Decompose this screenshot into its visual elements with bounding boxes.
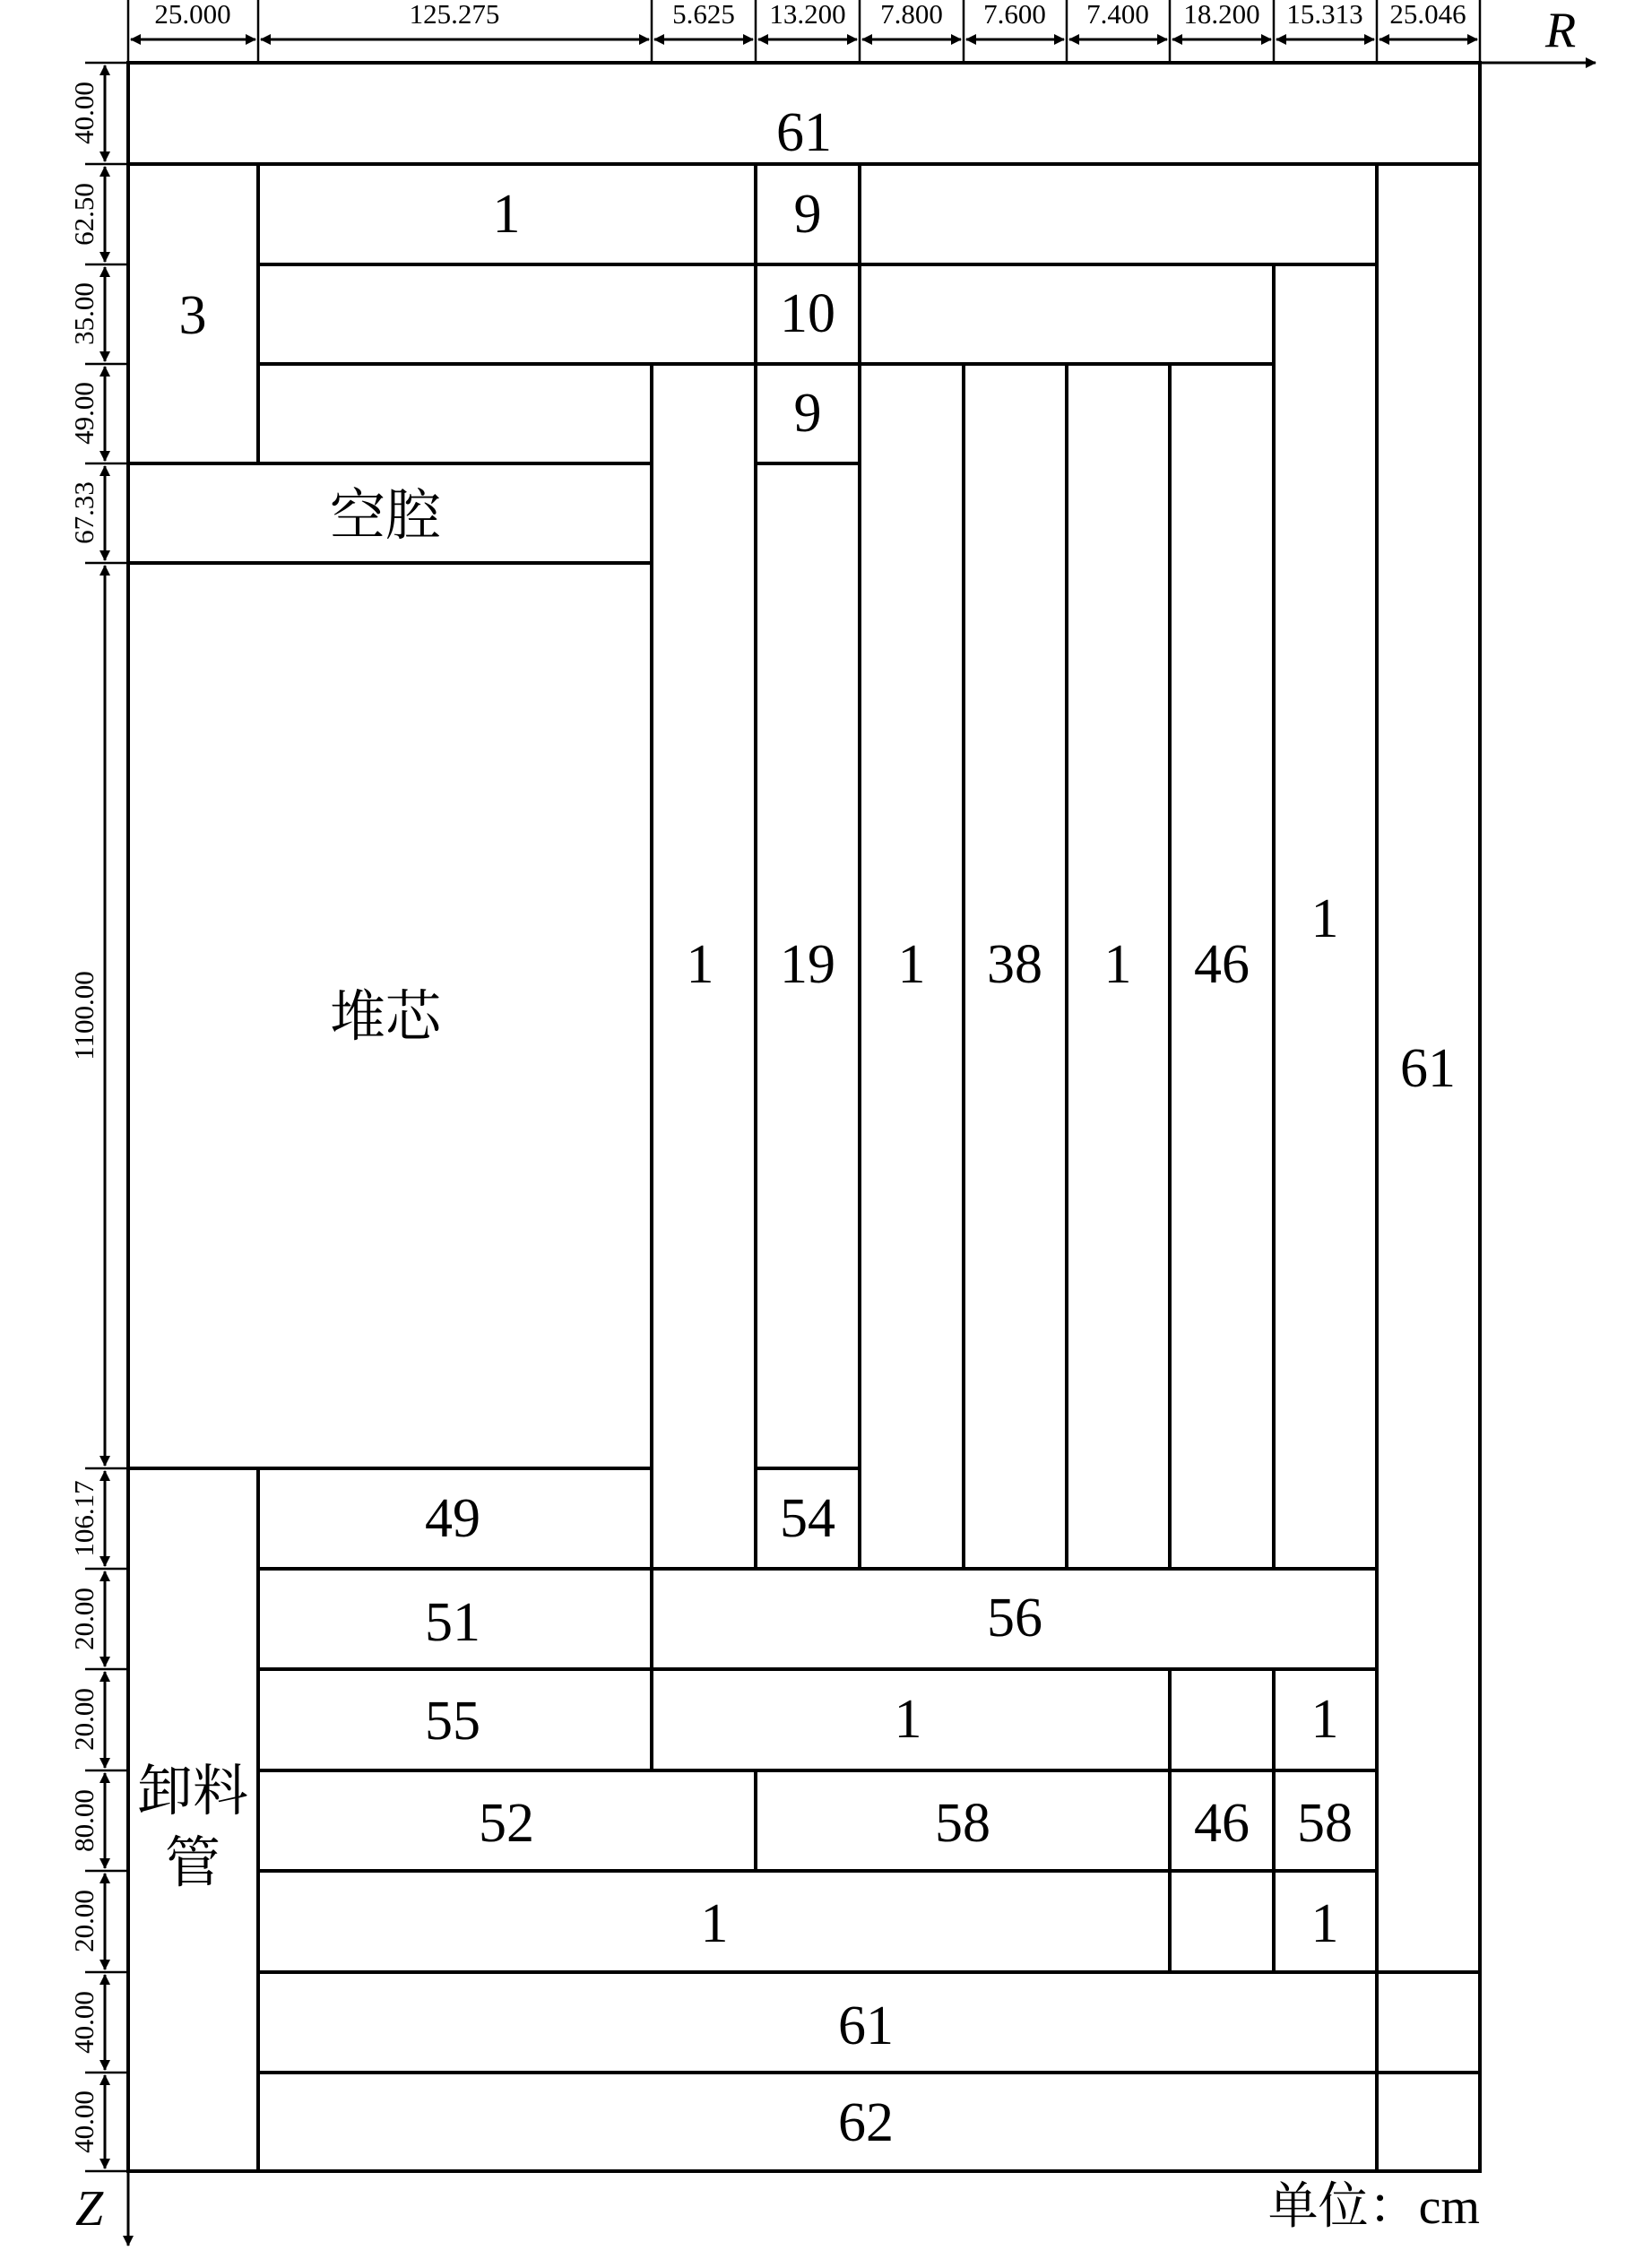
row-dim-label: 49.00 — [68, 382, 99, 445]
outer-boundary — [128, 63, 1480, 2171]
col-dim-label: 125.275 — [409, 0, 500, 30]
row-dim-label: 62.50 — [68, 183, 99, 246]
region-row2-left — [258, 264, 756, 364]
label-lower3-center: 1 — [894, 1689, 922, 1750]
row-dim-label: 80.00 — [68, 1789, 99, 1852]
col-dim-label: 7.400 — [1086, 0, 1149, 30]
row-dim-label: 67.33 — [68, 481, 99, 544]
unit-note: 单位：cm — [1267, 2179, 1480, 2235]
label-discharge-tube-line1: 卸料 — [136, 1761, 249, 1822]
col-dim-label: 15.313 — [1286, 0, 1363, 30]
label-lower3-left: 55 — [425, 1691, 480, 1752]
column-dimension-chain — [128, 0, 1480, 63]
label-row1-left: 1 — [492, 184, 521, 245]
label-right-reflector: 61 — [1400, 1038, 1456, 1099]
label-lower3-right: 1 — [1310, 1689, 1339, 1750]
label-top-reflector: 61 — [776, 102, 832, 163]
label-col7-main: 1 — [1103, 934, 1132, 995]
label-lower4-center: 58 — [935, 1793, 990, 1854]
z-axis-label: Z — [75, 2181, 104, 2237]
row-dim-label: 35.00 — [68, 282, 99, 345]
col-dim-label: 7.800 — [880, 0, 943, 30]
label-lower5-right: 1 — [1310, 1893, 1339, 1954]
label-lower7: 62 — [838, 2092, 894, 2153]
label-lower5-center: 1 — [700, 1893, 729, 1954]
col-dim-label: 13.200 — [769, 0, 846, 30]
row-dim-label: 20.00 — [68, 1688, 99, 1751]
region-row2-right — [860, 264, 1274, 364]
label-discharge-tube-line2: 管 — [164, 1833, 221, 1894]
label-row3-center: 9 — [793, 383, 822, 444]
label-col6-main: 38 — [987, 934, 1042, 995]
label-lower2-right: 56 — [987, 1588, 1042, 1649]
region-lower6 — [258, 1972, 1377, 2073]
row-dim-label: 20.00 — [68, 1890, 99, 1952]
region-lower5-col8 — [1170, 1871, 1274, 1972]
label-row1-center: 9 — [793, 184, 822, 245]
region-lower6-right — [1377, 1972, 1480, 2073]
col-dim-label: 18.200 — [1183, 0, 1260, 30]
col-dim-label: 7.600 — [983, 0, 1046, 30]
label-col3-main: 1 — [686, 934, 714, 995]
col-dim-label: 25.046 — [1389, 0, 1466, 30]
region-lower7 — [258, 2073, 1377, 2171]
row-dimension-chain — [68, 63, 128, 2171]
label-lower4-right: 58 — [1297, 1793, 1353, 1854]
region-lower7-right — [1377, 2073, 1480, 2171]
label-cavity: 空腔 — [329, 486, 442, 547]
label-lower4-col8: 46 — [1194, 1793, 1250, 1854]
col-dim-label: 25.000 — [154, 0, 231, 30]
row-dim-label: 40.00 — [68, 82, 99, 144]
label-core: 堆芯 — [329, 987, 442, 1048]
label-col5-main: 1 — [897, 934, 926, 995]
label-lower1-center: 54 — [780, 1488, 835, 1549]
label-col9-main: 1 — [1310, 888, 1339, 949]
label-lower2-left: 51 — [425, 1592, 480, 1653]
row-dim-label: 1100.00 — [68, 971, 99, 1060]
region-labels — [137, 102, 1456, 2153]
r-axis-label: R — [1545, 3, 1577, 58]
row-dim-label: 106.17 — [68, 1480, 99, 1557]
label-left-upper-block: 3 — [178, 285, 207, 346]
row-dim-label: 40.00 — [68, 1991, 99, 2054]
region-lower3-col8 — [1170, 1669, 1274, 1770]
label-row2-center: 10 — [780, 283, 835, 344]
row-dim-label: 20.00 — [68, 1588, 99, 1650]
col-dim-label: 5.625 — [672, 0, 735, 30]
row-dim-label: 40.00 — [68, 2090, 99, 2153]
region-grid — [128, 63, 1480, 2171]
label-lower6: 61 — [838, 1995, 894, 2056]
label-lower4-left: 52 — [479, 1793, 534, 1854]
label-col4-main: 19 — [780, 934, 835, 995]
label-lower1-left: 49 — [425, 1488, 480, 1549]
region-row1-right — [860, 164, 1377, 264]
label-col8-main: 46 — [1194, 934, 1250, 995]
region-row3-left — [258, 364, 652, 463]
